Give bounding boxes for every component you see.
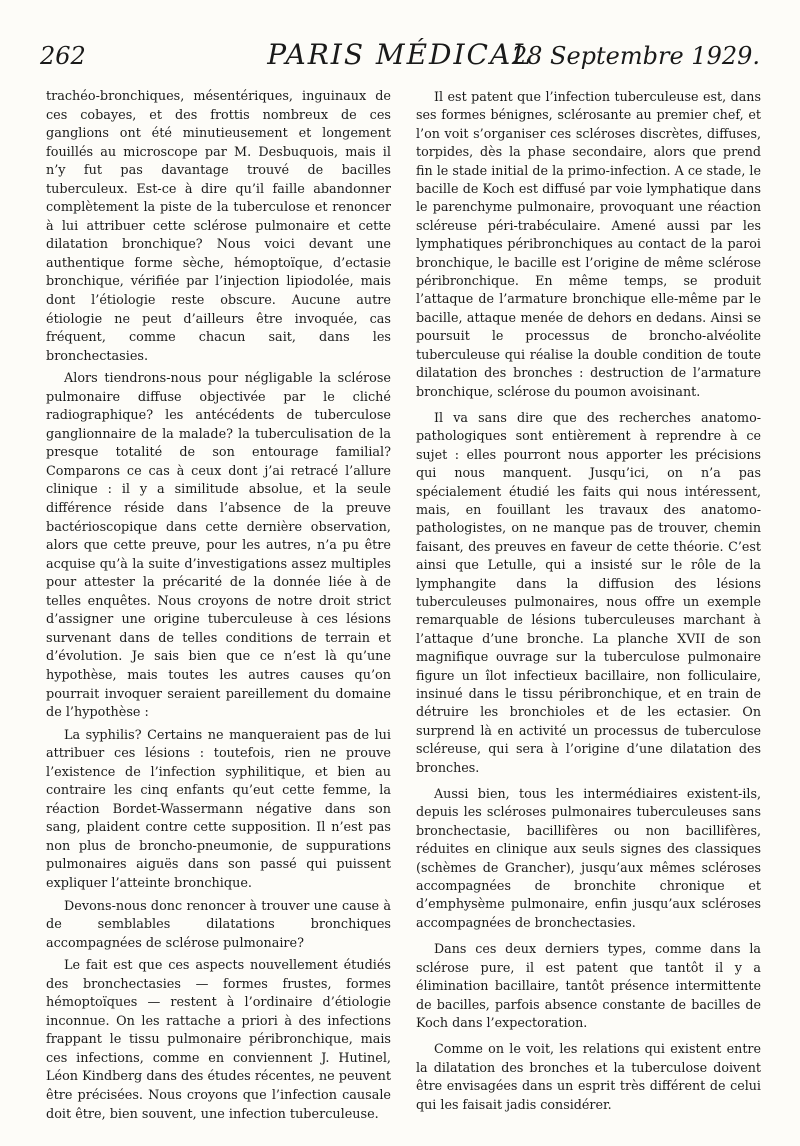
paragraph: trachéo-bronchiques, mésentériques, inguinaux de ces cobayes, et des frottis nombreux de ces ganglions ont été minutieusement et longement fouillés au microscope par M. Desbuquois, mais il n’y fut pas davantage trouvé de bacilles tuberculeux. Est-ce à dire qu’il faille abandonner complètement la piste de la tuberculose et renoncer à lui attribuer cette sclérose pulmonaire et cette dilatation bronchique? Nous voici devant une authentique forme sèche, hémoptoïque, d’ectasie bronchique, vérifiée par l’injection lipiodolée, mais dont l’étiologie reste obscure. Aucune autre étiologie ne peut d’ailleurs être invoquée, cas fréquent, comme chacun sait, dans les bronchectasies. (46, 89, 391, 364)
paragraph: Aussi bien, tous les intermédiaires existent-ils, depuis les scléroses pulmonaires tuberculeuses sans bronchectasie, bacillifères ou non bacillifères, réduites en clinique aux seuls signes des classiques (schèmes de Grancher), jusqu’aux mêmes scléroses accompagnées de bronchite chronique et d’emphysème pulmonaire, enfin jusqu’aux scléroses accompagnées de bronchectasies. (416, 786, 761, 930)
paragraph: La syphilis? Certains ne manqueraient pas de lui attribuer ces lésions : toutefois, rien ne prouve l’existence de l’infection syphilitique, et bien au contraire les cinq enfants qu’eut cette femme, la réaction Bordet-Wassermann négative dans son sang, plaident contre cette supposition. Il n’est pas non plus de broncho-pneumonie, de suppurations pulmonaires aiguës dans son passé qui puissent expliquer l’atteinte bronchique. (46, 727, 391, 891)
paragraph: Devons-nous donc renoncer à trouver une cause à de semblables dilatations bronchiques accompagnées de sclérose pulmonaire? (46, 898, 391, 951)
paragraph: Il est patent que l’infection tuberculeuse est, dans ses formes bénignes, sclérosante au premier chef, et l’on voit s’organiser ces scléroses discrètes, diffuses, torpides, dès la phase secondaire, alors que prend fin le stade initial de la primo-infection. A ce stade, le bacille de Koch est diffusé par voie lymphatique dans le parenchyme pulmonaire, provoquant une réaction scléreuse péri-trabéculaire. Amené aussi par les lymphatiques péribronchiques au contact de la paroi bronchique, le bacille est l’origine de même sclérose péribronchique. En même temps, se produit l’attaque de l’armature bronchique elle-même par le bacille, attaque menée de dehors en dedans. Ainsi se poursuit le processus de broncho-alvéolite tuberculeuse qui réalise la double condition de toute dilatation des bronches : destruction de l’armature bronchique, sclérose du poumon avoisinant. (416, 89, 761, 399)
paragraph: Comme on le voit, les relations qui existent entre la dilatation des bronches et la tuberculose doivent être envisagées dans un esprit très différent de celui qui les faisait jadis considérer. (416, 1041, 761, 1112)
paragraph: Il va sans dire que des recherches anatomo-pathologiques sont entièrement à reprendre à ce sujet : elles pourront nous apporter les précisions qui nous manquent. Jusqu’ici, on n’a pas spécialement étudié les faits qui nous intéressent, mais, en fouillant les travaux des anatomo-pathologistes, on ne manque pas de trouver, chemin faisant, des preuves en faveur de cette théorie. C’est ainsi que Letulle, qui a insisté sur le rôle de la lymphangite dans la diffusion des lésions tuberculeuses pulmonaires, nous offre un exemple remarquable de lésions tuberculeuses marchant à l’attaque d’une bronche. La planche XVII de son magnifique ouvrage sur la tuberculose pulmonaire figure un îlot infectieux bacillaire, non folliculaire, insinué dans le tissu péribronchique, et en train de détruire les bronchioles et de les ectasier. On surprend là en activité un processus de tuberculose scléreuse, qui sera à l’origine d’une dilatation des bronches. (416, 409, 761, 775)
journal-title: PARIS MÉDICAL (267, 38, 533, 71)
paragraph: Alors tiendrons-nous pour négligable la sclérose pulmonaire diffuse objectivée par le cliché radiographique? les antécédents de tuberculose ganglionnaire de la malade? la tuberculisation de la presque totalité de son entourage familial? Comparons ce cas à ceux dont j’ai retracé l’allure clinique : il y a similitude absolue, et la seule différence réside dans l’absence de la preuve bactérioscopique dans cette dernière observation, alors que cette preuve, pour les autres, n’a pu être acquise qu’à la suite d’investigations assez multiples pour attester la précarité de la donnée liée à de telles enquêtes. Nous croyons de notre droit strict d’assigner une origine tuberculeuse à ces lésions survenant dans de telles conditions de terrain et d’évolution. Je sais bien que ce n’est là qu’une hypothèse, mais toutes les autres causes qu’on pourrait invoquer seraient pareillement du domaine de l’hypothèse : (46, 371, 391, 721)
paragraph: Dans ces deux derniers types, comme dans la sclérose pure, il est patent que tantôt il y a élimination bacillaire, tantôt présence intermittente de bacilles, parfois absence constante de bacilles de Koch dans l’expectoration. (416, 941, 761, 1030)
page-number: 262 (40, 42, 86, 70)
paragraph: Le fait est que ces aspects nouvellement étudiés des bronchectasies — formes frustes, formes hémoptoïques — restent à l’ordinaire d’étiologie inconnue. On les rattache a priori à des infections frappant le tissu pulmonaire péribronchique, mais ces infections, comme en conviennent J. Hutinel, Léon Kindberg dans des études récentes, ne peuvent être précisées. Nous croyons que l’infection causale doit être, bien souvent, une infection tuberculeuse. (46, 958, 391, 1122)
left-column (46, 88, 391, 1128)
right-column (416, 88, 761, 1122)
page-header (40, 38, 760, 78)
issue-date: 28 Septembre 1929. (511, 42, 760, 70)
